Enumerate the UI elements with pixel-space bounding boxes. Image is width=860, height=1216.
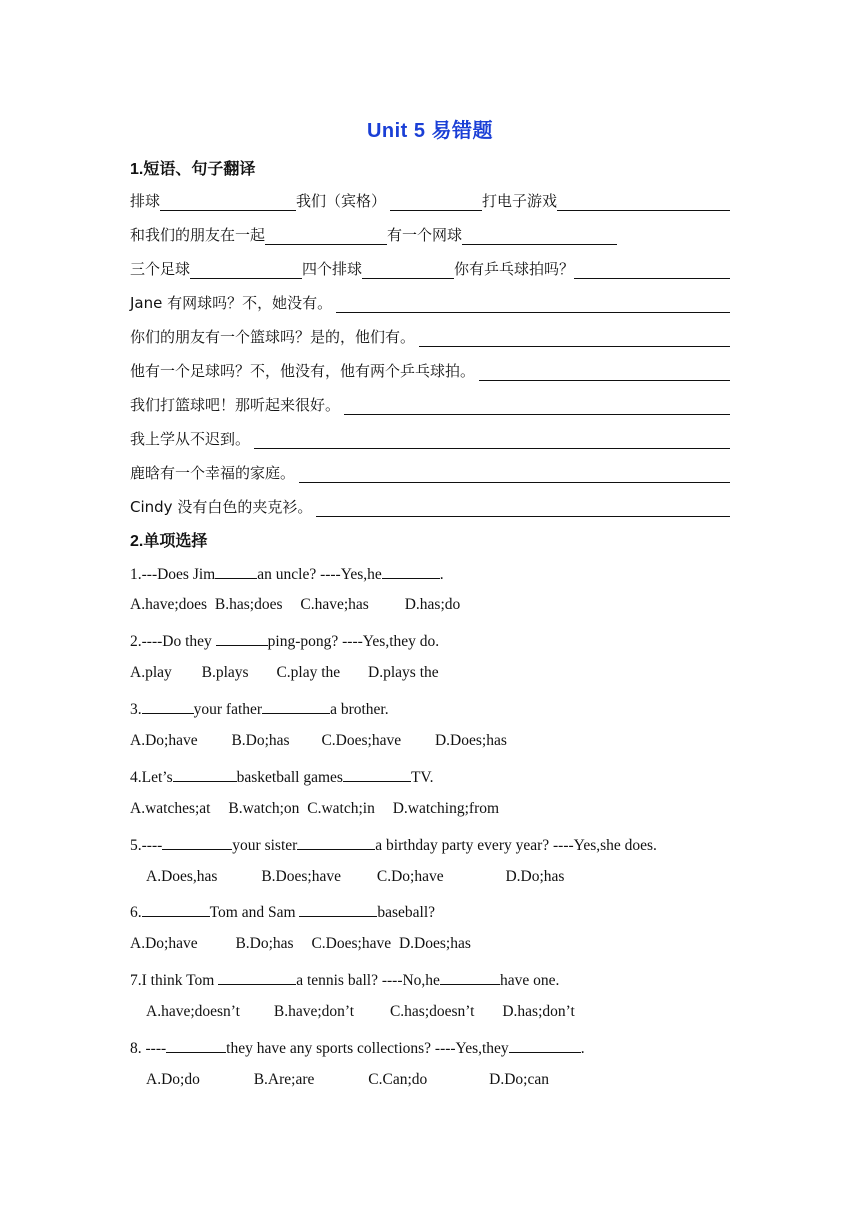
question-6 <box>130 901 435 922</box>
option-b[interactable]: B.Does;have <box>261 868 341 885</box>
answer-blank[interactable] <box>173 766 237 782</box>
option-d[interactable]: D.has;don’t <box>502 1003 575 1020</box>
answer-blank[interactable] <box>362 260 454 279</box>
question-4 <box>130 766 434 787</box>
option-c[interactable]: C.play the <box>276 664 341 681</box>
option-b[interactable]: B.has;does <box>214 596 283 613</box>
answer-blank[interactable] <box>419 328 730 347</box>
question-text: they have any sports collections? ----Yes,they <box>226 1040 509 1057</box>
translation-row <box>130 222 730 246</box>
question-text: . <box>580 1040 585 1057</box>
answer-blank[interactable] <box>390 192 482 211</box>
prompt-text: 我们打篮球吧！那听起来很好。 <box>130 396 341 414</box>
question-text: an uncle? ----Yes,he <box>257 566 382 583</box>
question-text: 2.----Do they <box>130 633 216 650</box>
option-a[interactable]: A.Do;do <box>146 1071 200 1088</box>
answer-blank[interactable] <box>218 969 296 985</box>
page-title: Unit 5 易错题 <box>366 120 494 142</box>
answer-blank[interactable] <box>254 430 730 449</box>
question-text: 8. ---- <box>130 1040 167 1057</box>
option-a[interactable]: A.Does,has <box>146 868 218 885</box>
prompt-text: Cindy 没有白色的夹克衫。 <box>130 498 313 516</box>
question-text: 1.---Does Jim <box>130 566 216 583</box>
answer-blank[interactable] <box>557 192 730 211</box>
question-text: a tennis ball? ----No,he <box>296 972 440 989</box>
options-row <box>146 1003 575 1021</box>
option-c[interactable]: C.watch;in <box>307 800 375 817</box>
question-7 <box>130 969 559 990</box>
translation-row <box>130 494 730 518</box>
translation-row <box>130 426 730 450</box>
answer-blank[interactable] <box>574 260 730 279</box>
question-text: 7.I think Tom <box>130 972 219 989</box>
option-d[interactable]: D.Does;has <box>398 935 471 952</box>
option-c[interactable]: C.Does;have <box>321 732 402 749</box>
option-a[interactable]: A.have;doesn’t <box>146 1003 240 1020</box>
option-c[interactable]: C.have;has <box>300 596 369 613</box>
option-a[interactable]: A.have;does <box>130 596 208 613</box>
prompt-text: 四个排球 <box>302 260 363 278</box>
option-a[interactable]: A.Do;have <box>130 935 198 952</box>
answer-blank[interactable] <box>344 396 730 415</box>
translation-row <box>130 188 730 212</box>
option-c[interactable]: C.Does;have <box>311 935 392 952</box>
question-text: 4.Let’s <box>130 769 173 786</box>
translation-row <box>130 460 730 484</box>
option-b[interactable]: B.watch;on <box>228 800 300 817</box>
question-3 <box>130 698 389 719</box>
answer-blank[interactable] <box>297 834 375 850</box>
question-text: a brother. <box>330 701 389 718</box>
option-b[interactable]: B.Are;are <box>253 1071 315 1088</box>
translation-row <box>130 256 730 280</box>
option-b[interactable]: B.plays <box>201 664 249 681</box>
answer-blank[interactable] <box>299 464 730 483</box>
translation-row <box>130 392 730 416</box>
prompt-text: 我们（宾格） <box>296 192 387 210</box>
answer-blank[interactable] <box>462 226 617 245</box>
answer-blank[interactable] <box>440 969 500 985</box>
question-text: baseball? <box>377 904 436 921</box>
option-d[interactable]: D.Does;has <box>434 732 507 749</box>
option-b[interactable]: B.have;don’t <box>273 1003 355 1020</box>
question-text: your sister <box>232 837 298 854</box>
prompt-text: Jane 有网球吗？不，她没有。 <box>130 294 333 312</box>
answer-blank[interactable] <box>382 563 440 579</box>
options-row <box>130 664 439 682</box>
option-d[interactable]: D.watching;from <box>392 800 500 817</box>
option-c[interactable]: C.has;doesn’t <box>389 1003 475 1020</box>
answer-blank[interactable] <box>216 630 268 646</box>
options-row <box>146 1071 549 1089</box>
option-c[interactable]: C.Do;have <box>376 868 444 885</box>
prompt-text: 有一个网球 <box>387 226 463 244</box>
question-text: TV. <box>410 769 434 786</box>
answer-blank[interactable] <box>215 563 257 579</box>
option-b[interactable]: B.Do;has <box>231 732 290 749</box>
question-2 <box>130 630 439 651</box>
prompt-text: 三个足球 <box>130 260 191 278</box>
question-5 <box>130 834 657 855</box>
prompt-text: 他有一个足球吗？不，他没有，他有两个乒乓球拍。 <box>130 362 476 380</box>
translation-row <box>130 358 730 382</box>
options-row <box>130 935 471 953</box>
question-text: a birthday party every year? ----Yes,she does. <box>375 837 657 854</box>
option-d[interactable]: D.Do;can <box>489 1071 549 1088</box>
option-a[interactable]: A.Do;have <box>130 732 198 749</box>
options-row <box>146 868 564 886</box>
answer-blank[interactable] <box>343 766 411 782</box>
options-row <box>130 596 460 614</box>
answer-blank[interactable] <box>336 294 730 313</box>
options-row <box>130 800 499 818</box>
prompt-text: 我上学从不迟到。 <box>130 430 251 448</box>
option-d[interactable]: D.plays the <box>368 664 439 681</box>
question-1 <box>130 563 444 584</box>
question-text: 3. <box>130 701 142 718</box>
translation-row <box>130 290 730 314</box>
question-text: 6. <box>130 904 142 921</box>
answer-blank[interactable] <box>479 362 730 381</box>
option-d[interactable]: D.has;do <box>404 596 461 613</box>
question-text: Tom and Sam <box>209 904 300 921</box>
prompt-text: 鹿晗有一个幸福的家庭。 <box>130 464 296 482</box>
option-a[interactable]: A.watches;at <box>130 800 211 817</box>
question-text: your father <box>193 701 263 718</box>
question-text: have one. <box>499 972 560 989</box>
option-b[interactable]: B.Do;has <box>235 935 294 952</box>
answer-blank[interactable] <box>142 698 194 714</box>
options-row <box>130 732 507 750</box>
section-heading-choice: 2.单项选择 <box>130 533 208 550</box>
answer-blank[interactable] <box>509 1037 581 1053</box>
prompt-text: 和我们的朋友在一起 <box>130 226 266 244</box>
answer-blank[interactable] <box>166 1037 226 1053</box>
prompt-text: 你有乒乓球拍吗？ <box>454 260 575 278</box>
translation-row <box>130 324 730 348</box>
question-text: ping-pong? ----Yes,they do. <box>267 633 440 650</box>
answer-blank[interactable] <box>162 834 232 850</box>
answer-blank[interactable] <box>262 698 330 714</box>
question-text: basketball games <box>236 769 343 786</box>
answer-blank[interactable] <box>299 901 377 917</box>
prompt-text: 打电子游戏 <box>482 192 558 210</box>
answer-blank[interactable] <box>265 226 387 245</box>
question-text: 5.---- <box>130 837 163 854</box>
answer-blank[interactable] <box>316 498 730 517</box>
answer-blank[interactable] <box>190 260 302 279</box>
section-heading-translation: 1.短语、句子翻译 <box>130 161 256 178</box>
prompt-text: 排球 <box>130 192 161 210</box>
answer-blank[interactable] <box>160 192 296 211</box>
prompt-text: 你们的朋友有一个篮球吗？是的，他们有。 <box>130 328 416 346</box>
question-text: . <box>439 566 444 583</box>
option-a[interactable]: A.play <box>130 664 172 681</box>
question-8 <box>130 1037 585 1058</box>
answer-blank[interactable] <box>142 901 210 917</box>
option-d[interactable]: D.Do;has <box>505 868 565 885</box>
option-c[interactable]: C.Can;do <box>368 1071 428 1088</box>
